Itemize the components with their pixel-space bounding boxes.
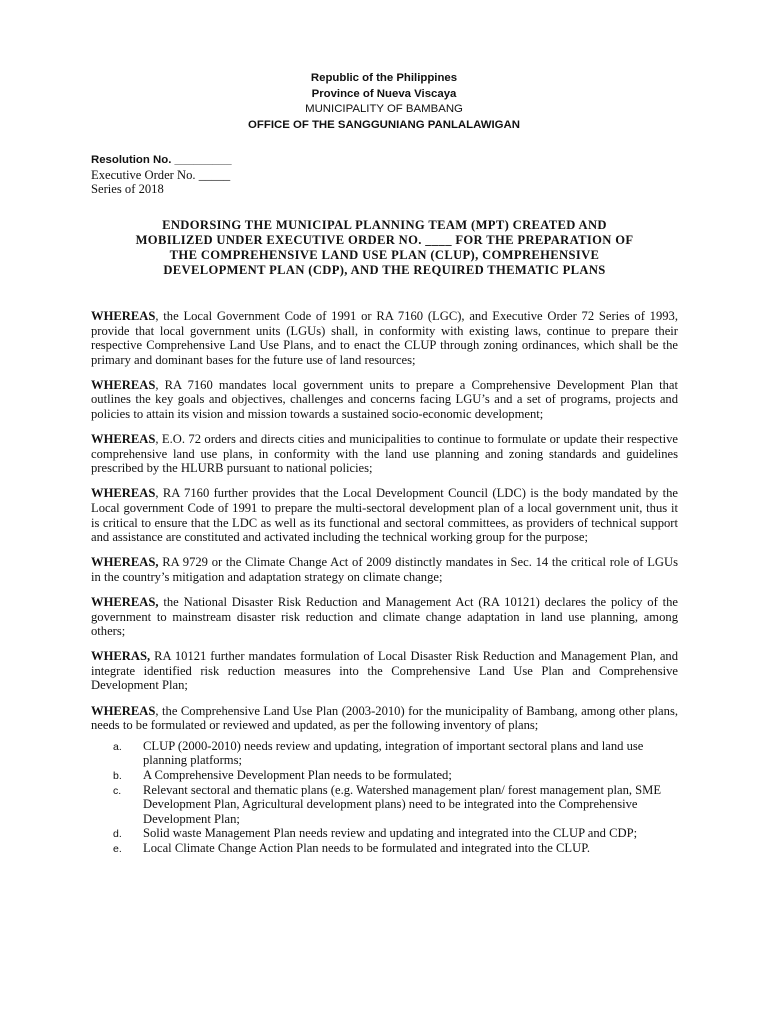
series-year: Series of 2018 — [91, 182, 164, 196]
clause-text: the National Disaster Risk Reduction and Management Act (RA 10121) declares the policy of the government to mainstream disaster risk reduction and climate change adaptation in land use planning, among others; — [91, 595, 678, 639]
document-meta — [91, 153, 232, 197]
whereas-clause — [91, 432, 678, 476]
whereas-keyword: WHEREAS — [91, 377, 156, 392]
whereas-keyword: WHEREAS — [91, 432, 156, 447]
list-item-text: Relevant sectoral and thematic plans (e.g. Watershed management plan/ forest management plan, SME Development Plan, Agricultural development plans) need to be integrated into the Comprehensive Development Plan; — [143, 782, 662, 826]
title-line: MOBILIZED UNDER EXECUTIVE ORDER NO. ____ FOR THE PREPARATION OF — [135, 233, 634, 247]
whereas-clause — [91, 378, 678, 422]
whereas-keyword: WHERAS, — [91, 649, 151, 664]
list-item-text: Solid waste Management Plan needs review and updating and integrated into the CLUP and CDP; — [143, 826, 638, 841]
list-item — [91, 841, 678, 856]
whereas-keyword: WHEREAS — [91, 703, 156, 718]
whereas-clause — [91, 309, 678, 367]
municipality-line: MUNICIPALITY OF BAMBANG — [305, 103, 463, 115]
list-item-text: A Comprehensive Development Plan needs to be formulated; — [143, 767, 452, 782]
resolution-body — [91, 309, 678, 856]
clause-text: , the Comprehensive Land Use Plan (2003-2010) for the municipality of Bambang, among other plans, needs to be formulated or reviewed and updated, as per the following inventory of plans; — [91, 703, 678, 733]
list-marker: e. — [113, 842, 122, 855]
clause-text: RA 10121 further mandates formulation of Local Disaster Risk Reduction and Management Plan, and integrate identified risk reduction measures into the Comprehensive Land Use Plan and Comprehensive Development Plan; — [91, 649, 678, 693]
title-line: ENDORSING THE MUNICIPAL PLANNING TEAM (MPT) CREATED AND — [162, 218, 607, 232]
clause-text: RA 9729 or the Climate Change Act of 2009 distinctly mandates in Sec. 14 the critical role of LGUs in the country’s mitigation and adaptation strategy on climate change; — [91, 555, 678, 584]
whereas-keyword: WHEREAS — [91, 309, 156, 323]
office-line: OFFICE OF THE SANGGUNIANG PANLALAWIGAN — [248, 118, 520, 131]
whereas-clause — [91, 595, 678, 639]
title-line: DEVELOPMENT PLAN (CDP), AND THE REQUIRED THEMATIC PLANS — [163, 263, 606, 277]
executive-order-number: Executive Order No. _____ — [91, 167, 231, 182]
list-item — [91, 768, 678, 783]
clause-text: , the Local Government Code of 1991 or RA 7160 (LGC), and Executive Order 72 Series of 1993, provide that local government units (LGUs) shall, in conformity with existing laws, continue to prepare their respective Comprehensive Land Use Plans, and to enact the CLUP through zoning ordinances, which shall be the primary and dominant bases for the future use of land resources; — [91, 309, 678, 367]
title-line: THE COMPREHENSIVE LAND USE PLAN (CLUP), COMPREHENSIVE — [169, 248, 600, 262]
whereas-clause — [91, 555, 678, 584]
list-marker: c. — [113, 784, 122, 797]
whereas-keyword: WHEREAS — [91, 486, 156, 501]
inventory-of-plans — [91, 739, 678, 856]
letterhead — [0, 71, 768, 133]
republic-line: Republic of the Philippines — [310, 72, 458, 84]
list-marker: b. — [113, 769, 122, 782]
clause-text: , RA 7160 further provides that the Local Development Council (LDC) is the body mandated by the Local government Code of 1991 to prepare the multi-sectoral development plan of a local government unit, thus it is critical to ensure that the LDC as well as its functional and sectoral committees, as providers of technical support and assistance are constituted and activated including the technical working group for the purpose; — [91, 486, 678, 545]
list-item — [91, 739, 678, 768]
whereas-keyword: WHEREAS, — [91, 595, 159, 609]
clause-text: , E.O. 72 orders and directs cities and municipalities to continue to formulate or update their respective comprehensive land use plans, in conformity with the land use planning and zoning standards and guidelines prescribed by the HLURB pursuant to national policies; — [91, 432, 678, 476]
list-item — [91, 783, 678, 827]
list-item — [91, 826, 678, 841]
list-marker: d. — [113, 828, 122, 841]
resolution-title — [91, 218, 678, 278]
list-marker: a. — [113, 740, 122, 753]
whereas-clause — [91, 649, 678, 693]
list-item-text: Local Climate Change Action Plan needs to be formulated and integrated into the CLUP. — [143, 840, 590, 855]
clause-text: , RA 7160 mandates local government units to prepare a Comprehensive Development Plan that outlines the key goals and objectives, challenges and concerns facing LGU’s and a set of programs, projects and policies to attain its vision and mission towards a sustained socio-economic development; — [91, 377, 678, 422]
whereas-keyword: WHEREAS, — [91, 555, 159, 570]
resolution-number: Resolution No. _________ — [91, 154, 232, 166]
whereas-clause — [91, 486, 678, 544]
whereas-clause — [91, 704, 678, 733]
province-line: Province of Nueva Viscaya — [311, 87, 457, 100]
list-item-text: CLUP (2000-2010) needs review and updating, integration of important sectoral plans and land use planning platforms; — [143, 738, 644, 768]
